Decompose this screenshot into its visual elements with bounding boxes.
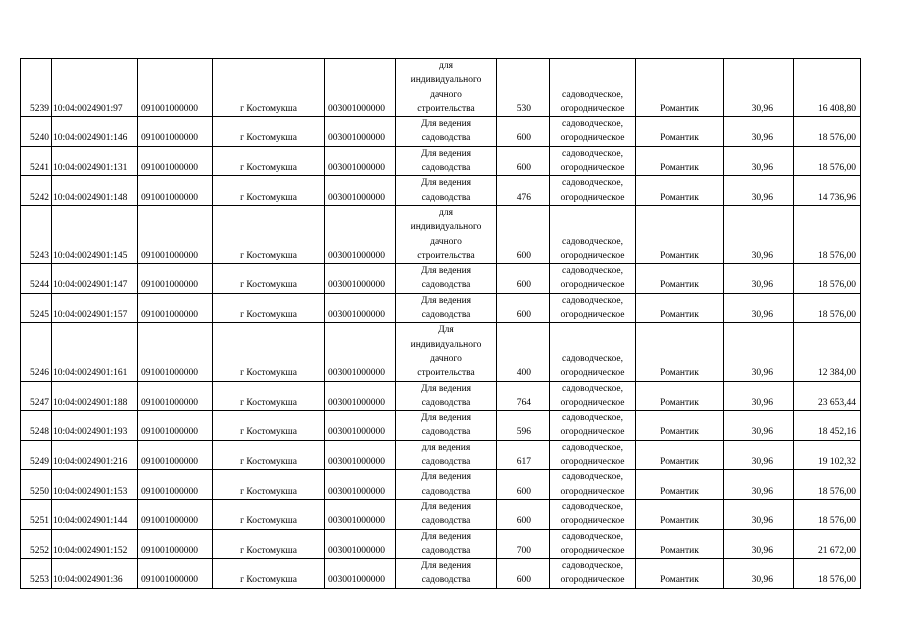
permitted-use-cell bbox=[396, 264, 497, 294]
cadastral-number-cell: 10:04:0024901:36 bbox=[52, 559, 138, 589]
permitted-use-line: Для bbox=[438, 325, 454, 336]
okato-code-cell: 091001000000 bbox=[138, 440, 213, 470]
permitted-use-line: садоводства bbox=[421, 163, 471, 174]
cadastral-value-cell: 14 736,96 bbox=[794, 176, 861, 206]
oktmo-code-cell: 003001000000 bbox=[325, 381, 396, 411]
land-type-line: огородническое bbox=[560, 368, 625, 379]
association-name-cell: Романтик bbox=[636, 529, 724, 559]
land-type-cell bbox=[550, 59, 636, 117]
oktmo-code-cell: 003001000000 bbox=[325, 559, 396, 589]
land-type-line: садоводческое, bbox=[562, 266, 623, 277]
row-number-cell: 5239 bbox=[21, 59, 52, 117]
specific-value-cell: 30,96 bbox=[724, 499, 794, 529]
locality-cell: г Костомукша bbox=[213, 381, 325, 411]
land-type-cell bbox=[550, 529, 636, 559]
specific-value-cell: 30,96 bbox=[724, 381, 794, 411]
locality-cell: г Костомукша bbox=[213, 264, 325, 294]
cadastral-value-cell: 18 576,00 bbox=[794, 559, 861, 589]
oktmo-code-cell: 003001000000 bbox=[325, 529, 396, 559]
okato-code-cell: 091001000000 bbox=[138, 293, 213, 323]
specific-value-cell: 30,96 bbox=[724, 559, 794, 589]
land-type-line: садоводческое, bbox=[562, 119, 623, 130]
permitted-use-cell bbox=[396, 176, 497, 206]
row-number-cell: 5246 bbox=[21, 323, 52, 381]
oktmo-code-cell: 003001000000 bbox=[325, 59, 396, 117]
cadastral-value-cell: 18 452,16 bbox=[794, 411, 861, 441]
permitted-use-line: садоводства bbox=[421, 280, 471, 291]
permitted-use-cell bbox=[396, 381, 497, 411]
row-number-cell: 5250 bbox=[21, 470, 52, 500]
specific-value-cell: 30,96 bbox=[724, 59, 794, 117]
specific-value-cell: 30,96 bbox=[724, 264, 794, 294]
area-cell: 600 bbox=[497, 264, 550, 294]
permitted-use-cell bbox=[396, 59, 497, 117]
association-name-cell: Романтик bbox=[636, 559, 724, 589]
oktmo-code-cell: 003001000000 bbox=[325, 117, 396, 147]
permitted-use-line: Для ведения bbox=[420, 178, 472, 189]
okato-code-cell: 091001000000 bbox=[138, 264, 213, 294]
permitted-use-line: садоводства bbox=[421, 516, 471, 527]
land-type-line: садоводческое, bbox=[562, 413, 623, 424]
oktmo-code-cell: 003001000000 bbox=[325, 205, 396, 263]
land-type-cell bbox=[550, 205, 636, 263]
oktmo-code-cell: 003001000000 bbox=[325, 411, 396, 441]
specific-value-cell: 30,96 bbox=[724, 323, 794, 381]
cadastral-value-cell: 18 576,00 bbox=[794, 499, 861, 529]
permitted-use-line: садоводства bbox=[421, 575, 471, 586]
land-type-cell bbox=[550, 293, 636, 323]
permitted-use-line: садоводства bbox=[421, 457, 471, 468]
oktmo-code-cell: 003001000000 bbox=[325, 470, 396, 500]
permitted-use-line: для bbox=[439, 207, 453, 218]
association-name-cell: Романтик bbox=[636, 323, 724, 381]
land-type-line: садоводческое, bbox=[562, 383, 623, 394]
row-number-cell: 5247 bbox=[21, 381, 52, 411]
specific-value-cell: 30,96 bbox=[724, 470, 794, 500]
cadastral-value-cell: 12 384,00 bbox=[794, 323, 861, 381]
cadastral-number-cell: 10:04:0024901:144 bbox=[52, 499, 138, 529]
oktmo-code-cell: 003001000000 bbox=[325, 264, 396, 294]
land-type-line: садоводческое, bbox=[562, 561, 623, 572]
table-row bbox=[21, 499, 861, 529]
oktmo-code-cell: 003001000000 bbox=[325, 176, 396, 206]
association-name-cell: Романтик bbox=[636, 499, 724, 529]
table-row bbox=[21, 117, 861, 147]
permitted-use-line: строительства bbox=[417, 368, 475, 379]
area-cell: 596 bbox=[497, 411, 550, 441]
table-row bbox=[21, 176, 861, 206]
table-row bbox=[21, 293, 861, 323]
cadastral-value-cell: 19 102,32 bbox=[794, 440, 861, 470]
association-name-cell: Романтик bbox=[636, 264, 724, 294]
cadastral-number-cell: 10:04:0024901:146 bbox=[52, 117, 138, 147]
cadastral-number-cell: 10:04:0024901:148 bbox=[52, 176, 138, 206]
permitted-use-line: Для ведения bbox=[420, 472, 472, 483]
association-name-cell: Романтик bbox=[636, 470, 724, 500]
land-type-line: садоводческое, bbox=[562, 501, 623, 512]
permitted-use-line: Для ведения bbox=[420, 413, 472, 424]
oktmo-code-cell: 003001000000 bbox=[325, 293, 396, 323]
permitted-use-line: дачного bbox=[430, 236, 462, 247]
locality-cell: г Костомукша bbox=[213, 205, 325, 263]
cadastral-value-cell: 21 672,00 bbox=[794, 529, 861, 559]
land-type-cell bbox=[550, 146, 636, 176]
permitted-use-line: садоводства bbox=[421, 486, 471, 497]
land-type-line: садоводческое, bbox=[562, 89, 623, 100]
permitted-use-line: садоводства bbox=[421, 397, 471, 408]
permitted-use-line: Для ведения bbox=[420, 119, 472, 130]
okato-code-cell: 091001000000 bbox=[138, 117, 213, 147]
area-cell: 617 bbox=[497, 440, 550, 470]
area-cell: 600 bbox=[497, 117, 550, 147]
table-body bbox=[21, 59, 861, 589]
permitted-use-line: строительства bbox=[417, 250, 475, 261]
area-cell: 600 bbox=[497, 146, 550, 176]
land-type-line: садоводческое, bbox=[562, 531, 623, 542]
land-type-cell bbox=[550, 499, 636, 529]
land-type-cell bbox=[550, 411, 636, 441]
row-number-cell: 5253 bbox=[21, 559, 52, 589]
area-cell: 600 bbox=[497, 559, 550, 589]
land-type-cell bbox=[550, 176, 636, 206]
row-number-cell: 5245 bbox=[21, 293, 52, 323]
okato-code-cell: 091001000000 bbox=[138, 381, 213, 411]
land-type-cell bbox=[550, 440, 636, 470]
land-type-line: огородническое bbox=[560, 575, 625, 586]
okato-code-cell: 091001000000 bbox=[138, 411, 213, 441]
locality-cell: г Костомукша bbox=[213, 59, 325, 117]
area-cell: 700 bbox=[497, 529, 550, 559]
land-type-line: огородническое bbox=[560, 427, 625, 438]
table-row bbox=[21, 264, 861, 294]
cadastral-number-cell: 10:04:0024901:147 bbox=[52, 264, 138, 294]
locality-cell: г Костомукша bbox=[213, 146, 325, 176]
area-cell: 476 bbox=[497, 176, 550, 206]
permitted-use-line: садоводства bbox=[421, 192, 471, 203]
oktmo-code-cell: 003001000000 bbox=[325, 499, 396, 529]
row-number-cell: 5249 bbox=[21, 440, 52, 470]
cadastral-value-cell: 18 576,00 bbox=[794, 470, 861, 500]
land-type-line: садоводческое, bbox=[562, 236, 623, 247]
permitted-use-cell bbox=[396, 470, 497, 500]
cadastral-number-cell: 10:04:0024901:161 bbox=[52, 323, 138, 381]
specific-value-cell: 30,96 bbox=[724, 411, 794, 441]
area-cell: 530 bbox=[497, 59, 550, 117]
locality-cell: г Костомукша bbox=[213, 117, 325, 147]
permitted-use-line: для ведения bbox=[421, 442, 471, 453]
area-cell: 600 bbox=[497, 470, 550, 500]
land-type-line: огородническое bbox=[560, 133, 625, 144]
row-number-cell: 5248 bbox=[21, 411, 52, 441]
permitted-use-cell bbox=[396, 499, 497, 529]
land-type-line: огородническое bbox=[560, 457, 625, 468]
permitted-use-line: садоводства bbox=[421, 133, 471, 144]
association-name-cell: Романтик bbox=[636, 146, 724, 176]
land-type-cell bbox=[550, 117, 636, 147]
permitted-use-line: Для ведения bbox=[420, 148, 472, 159]
land-type-line: садоводческое, bbox=[562, 472, 623, 483]
table-row bbox=[21, 59, 861, 117]
okato-code-cell: 091001000000 bbox=[138, 59, 213, 117]
locality-cell: г Костомукша bbox=[213, 411, 325, 441]
land-plots-table bbox=[20, 58, 861, 589]
permitted-use-line: садоводства bbox=[421, 545, 471, 556]
row-number-cell: 5252 bbox=[21, 529, 52, 559]
specific-value-cell: 30,96 bbox=[724, 440, 794, 470]
permitted-use-line: индивидуального bbox=[410, 222, 482, 233]
area-cell: 764 bbox=[497, 381, 550, 411]
permitted-use-line: индивидуального bbox=[410, 75, 482, 86]
permitted-use-line: дачного bbox=[430, 89, 462, 100]
association-name-cell: Романтик bbox=[636, 117, 724, 147]
table-row bbox=[21, 411, 861, 441]
cadastral-number-cell: 10:04:0024901:216 bbox=[52, 440, 138, 470]
land-type-line: огородническое bbox=[560, 163, 625, 174]
land-type-cell bbox=[550, 381, 636, 411]
permitted-use-line: Для ведения bbox=[420, 383, 472, 394]
locality-cell: г Костомукша bbox=[213, 559, 325, 589]
cadastral-number-cell: 10:04:0024901:131 bbox=[52, 146, 138, 176]
association-name-cell: Романтик bbox=[636, 59, 724, 117]
row-number-cell: 5241 bbox=[21, 146, 52, 176]
permitted-use-cell bbox=[396, 411, 497, 441]
cadastral-number-cell: 10:04:0024901:97 bbox=[52, 59, 138, 117]
association-name-cell: Романтик bbox=[636, 205, 724, 263]
permitted-use-cell bbox=[396, 205, 497, 263]
cadastral-value-cell: 18 576,00 bbox=[794, 264, 861, 294]
cadastral-number-cell: 10:04:0024901:153 bbox=[52, 470, 138, 500]
permitted-use-line: индивидуального bbox=[410, 339, 482, 350]
cadastral-value-cell: 23 653,44 bbox=[794, 381, 861, 411]
cadastral-value-cell: 18 576,00 bbox=[794, 146, 861, 176]
oktmo-code-cell: 003001000000 bbox=[325, 440, 396, 470]
association-name-cell: Романтик bbox=[636, 381, 724, 411]
cadastral-number-cell: 10:04:0024901:193 bbox=[52, 411, 138, 441]
permitted-use-cell bbox=[396, 323, 497, 381]
land-type-line: садоводческое, bbox=[562, 178, 623, 189]
okato-code-cell: 091001000000 bbox=[138, 176, 213, 206]
table-row bbox=[21, 559, 861, 589]
land-type-line: огородническое bbox=[560, 310, 625, 321]
association-name-cell: Романтик bbox=[636, 411, 724, 441]
permitted-use-line: садоводства bbox=[421, 427, 471, 438]
table-row bbox=[21, 381, 861, 411]
land-type-cell bbox=[550, 559, 636, 589]
association-name-cell: Романтик bbox=[636, 176, 724, 206]
table-row bbox=[21, 440, 861, 470]
row-number-cell: 5243 bbox=[21, 205, 52, 263]
land-type-cell bbox=[550, 323, 636, 381]
specific-value-cell: 30,96 bbox=[724, 146, 794, 176]
specific-value-cell: 30,96 bbox=[724, 293, 794, 323]
cadastral-value-cell: 16 408,80 bbox=[794, 59, 861, 117]
okato-code-cell: 091001000000 bbox=[138, 470, 213, 500]
row-number-cell: 5251 bbox=[21, 499, 52, 529]
permitted-use-line: дачного bbox=[430, 353, 462, 364]
permitted-use-cell bbox=[396, 117, 497, 147]
permitted-use-line: строительства bbox=[417, 103, 475, 114]
land-type-line: огородническое bbox=[560, 103, 625, 114]
table-row bbox=[21, 470, 861, 500]
area-cell: 600 bbox=[497, 499, 550, 529]
land-type-cell bbox=[550, 470, 636, 500]
row-number-cell: 5242 bbox=[21, 176, 52, 206]
land-type-line: огородническое bbox=[560, 545, 625, 556]
table-row bbox=[21, 323, 861, 381]
cadastral-number-cell: 10:04:0024901:152 bbox=[52, 529, 138, 559]
land-type-line: садоводческое, bbox=[562, 442, 623, 453]
permitted-use-cell bbox=[396, 559, 497, 589]
permitted-use-line: для bbox=[439, 61, 453, 71]
permitted-use-line: Для ведения bbox=[420, 295, 472, 306]
cadastral-number-cell: 10:04:0024901:145 bbox=[52, 205, 138, 263]
land-type-line: огородническое bbox=[560, 486, 625, 497]
permitted-use-line: садоводства bbox=[421, 310, 471, 321]
specific-value-cell: 30,96 bbox=[724, 529, 794, 559]
row-number-cell: 5240 bbox=[21, 117, 52, 147]
okato-code-cell: 091001000000 bbox=[138, 146, 213, 176]
locality-cell: г Костомукша bbox=[213, 293, 325, 323]
permitted-use-cell bbox=[396, 440, 497, 470]
locality-cell: г Костомукша bbox=[213, 323, 325, 381]
table-row bbox=[21, 529, 861, 559]
land-type-cell bbox=[550, 264, 636, 294]
land-type-line: садоводческое, bbox=[562, 353, 623, 364]
specific-value-cell: 30,96 bbox=[724, 117, 794, 147]
association-name-cell: Романтик bbox=[636, 293, 724, 323]
okato-code-cell: 091001000000 bbox=[138, 323, 213, 381]
locality-cell: г Костомукша bbox=[213, 176, 325, 206]
association-name-cell: Романтик bbox=[636, 440, 724, 470]
okato-code-cell: 091001000000 bbox=[138, 559, 213, 589]
oktmo-code-cell: 003001000000 bbox=[325, 146, 396, 176]
locality-cell: г Костомукша bbox=[213, 499, 325, 529]
table-row bbox=[21, 205, 861, 263]
permitted-use-line: Для ведения bbox=[420, 501, 472, 512]
locality-cell: г Костомукша bbox=[213, 529, 325, 559]
land-type-line: огородническое bbox=[560, 397, 625, 408]
specific-value-cell: 30,96 bbox=[724, 176, 794, 206]
okato-code-cell: 091001000000 bbox=[138, 205, 213, 263]
permitted-use-line: Для ведения bbox=[420, 531, 472, 542]
cadastral-value-cell: 18 576,00 bbox=[794, 293, 861, 323]
locality-cell: г Костомукша bbox=[213, 470, 325, 500]
land-type-line: огородническое bbox=[560, 250, 625, 261]
cadastral-value-cell: 18 576,00 bbox=[794, 117, 861, 147]
area-cell: 600 bbox=[497, 205, 550, 263]
land-type-line: огородническое bbox=[560, 192, 625, 203]
permitted-use-cell bbox=[396, 146, 497, 176]
permitted-use-line: Для ведения bbox=[420, 561, 472, 572]
area-cell: 400 bbox=[497, 323, 550, 381]
permitted-use-line: Для ведения bbox=[420, 266, 472, 277]
permitted-use-cell bbox=[396, 529, 497, 559]
permitted-use-cell bbox=[396, 293, 497, 323]
specific-value-cell: 30,96 bbox=[724, 205, 794, 263]
land-type-line: садоводческое, bbox=[562, 148, 623, 159]
cadastral-value-cell: 18 576,00 bbox=[794, 205, 861, 263]
area-cell: 600 bbox=[497, 293, 550, 323]
okato-code-cell: 091001000000 bbox=[138, 499, 213, 529]
okato-code-cell: 091001000000 bbox=[138, 529, 213, 559]
cadastral-number-cell: 10:04:0024901:157 bbox=[52, 293, 138, 323]
cadastral-number-cell: 10:04:0024901:188 bbox=[52, 381, 138, 411]
land-type-line: огородническое bbox=[560, 516, 625, 527]
table-row bbox=[21, 146, 861, 176]
row-number-cell: 5244 bbox=[21, 264, 52, 294]
land-type-line: огородническое bbox=[560, 280, 625, 291]
locality-cell: г Костомукша bbox=[213, 440, 325, 470]
land-type-line: садоводческое, bbox=[562, 295, 623, 306]
oktmo-code-cell: 003001000000 bbox=[325, 323, 396, 381]
